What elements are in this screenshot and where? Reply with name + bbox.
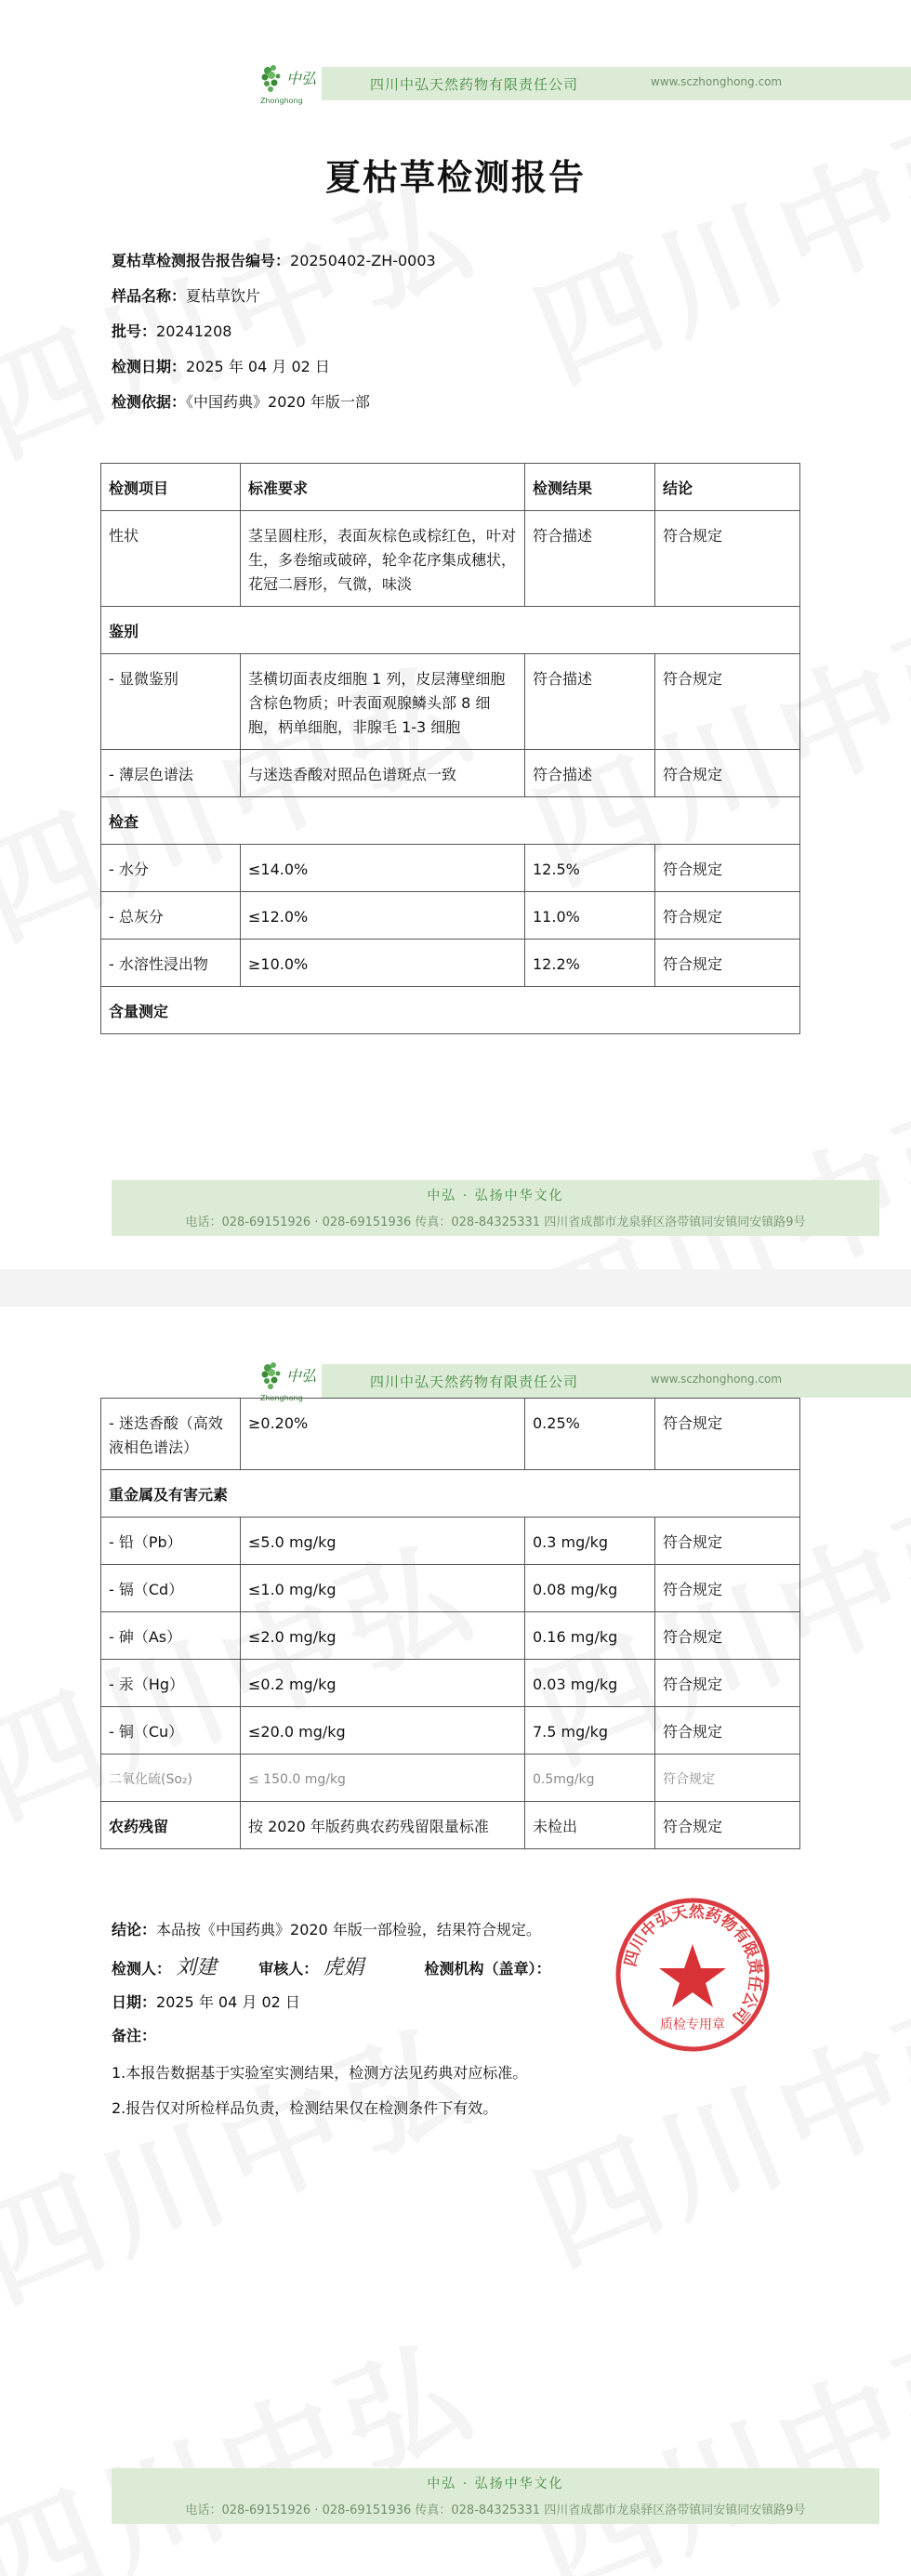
batch-number: 20241208 (156, 322, 232, 340)
report-page-1 (0, 0, 911, 1269)
sample-name-line (112, 284, 260, 306)
cell-std: ≤5.0 mg/kg (241, 1518, 525, 1565)
seal-star-icon (659, 1944, 726, 2007)
cell-result: 0.3 mg/kg (525, 1518, 655, 1565)
cell-conclusion: 符合规定 (655, 845, 800, 892)
batch-line (112, 320, 231, 341)
reviewer-signature: 虎娟 (323, 1956, 364, 1979)
table-row (101, 1660, 800, 1707)
column-header: 检测结果 (525, 464, 655, 511)
cell-item: - 镉（Cd） (101, 1565, 241, 1612)
table-row (101, 654, 800, 750)
logo-subtext: Zhonghong (260, 1394, 303, 1402)
cell-item: 农药残留 (101, 1802, 241, 1849)
cell-std: 与迷迭香酸对照品色谱斑点一致 (241, 750, 525, 797)
official-seal (614, 1896, 772, 2054)
column-header: 检测项目 (101, 464, 241, 511)
table-row (101, 511, 800, 607)
cell-result: 符合描述 (525, 750, 655, 797)
cell-conclusion: 符合规定 (655, 1399, 800, 1470)
notes-heading (112, 2024, 156, 2045)
section-row (101, 1470, 800, 1518)
cell-std: 茎横切面表皮细胞 1 列，皮层薄壁细胞含棕色物质；叶表面观腺鳞头部 8 细胞，柄单细胞，非腺毛 1-3 细胞 (241, 654, 525, 750)
footer-contact: 电话：028-69151926 · 028-69151936 传真：028-84325331 四川省成都市龙泉驿区洛带镇同安镇同安镇路9号 (185, 1216, 806, 1229)
test-basis: 《中国药典》2020 年版一部 (186, 393, 370, 411)
logo-text: 中弘 (286, 70, 317, 87)
seal-ring-text: 四川中弘天然药物有限责任公司 (621, 1902, 765, 2027)
conclusion-text: 本品按《中国药典》2020 年版一部检验，结果符合规定。 (156, 1921, 541, 1939)
table-row (101, 750, 800, 797)
table-row (101, 940, 800, 987)
test-basis-label: 检测依据： (112, 393, 187, 411)
section-title: 鉴别 (101, 607, 800, 654)
table-row (101, 1802, 800, 1849)
sample-label: 样品名称： (112, 287, 187, 305)
cell-item: - 砷（As） (101, 1612, 241, 1660)
results-table (100, 463, 800, 1034)
cell-conclusion: 符合规定 (655, 511, 800, 607)
inspector-signature: 刘建 (176, 1956, 218, 1979)
cell-item: - 显微鉴别 (101, 654, 241, 750)
footer-slogan: 中弘 · 弘扬中华文化 (427, 1189, 564, 1203)
section-row (101, 987, 800, 1034)
cell-std: ≤20.0 mg/kg (241, 1707, 525, 1755)
section-title: 检查 (101, 797, 800, 845)
conclusion-line (112, 1918, 541, 1939)
cell-result: 符合描述 (525, 511, 655, 607)
company-url: www.sczhonghong.com (651, 75, 783, 88)
company-name: 四川中弘天然药物有限责任公司 (370, 76, 579, 93)
column-header: 标准要求 (241, 464, 525, 511)
table-row (101, 1707, 800, 1755)
test-date-label: 检测日期： (112, 358, 187, 375)
logo-subtext: Zhonghong (260, 97, 303, 105)
reviewer-label: 审核人： (258, 1960, 319, 1978)
org-label: 检测机构（盖章）： (424, 1960, 551, 1978)
logo-text: 中弘 (286, 1367, 317, 1385)
report-page-2 (0, 1307, 911, 2576)
inspector-label: 检测人： (112, 1960, 172, 1978)
notes-label: 备注： (112, 2027, 157, 2044)
cell-std: 按 2020 年版药典农药残留限量标准 (241, 1802, 525, 1849)
section-title: 含量测定 (101, 987, 800, 1034)
cell-std: ≤2.0 mg/kg (241, 1612, 525, 1660)
cell-item: - 总灰分 (101, 892, 241, 940)
cell-result: 符合描述 (525, 654, 655, 750)
report-title: 夏枯草检测报告 (324, 157, 586, 198)
cell-conclusion: 符合规定 (655, 1612, 800, 1660)
table-row (101, 845, 800, 892)
cell-std: 茎呈圆柱形，表面灰棕色或棕红色，叶对生，多卷缩或破碎，轮伞花序集成穗状，花冠二唇形，气微，味淡 (241, 511, 525, 607)
watermark (0, 2293, 497, 2576)
company-logo (260, 63, 316, 110)
table-row (101, 1565, 800, 1612)
cell-std: ≤1.0 mg/kg (241, 1565, 525, 1612)
report-number: 20250402-ZH-0003 (290, 252, 436, 269)
cell-std: ≤12.0% (241, 892, 525, 940)
cell-item: - 薄层色谱法 (101, 750, 241, 797)
cell-item: - 水溶性浸出物 (101, 940, 241, 987)
footer-slogan: 中弘 · 弘扬中华文化 (427, 2477, 564, 2491)
letterhead (0, 58, 911, 113)
cell-result: 12.5% (525, 845, 655, 892)
cell-conclusion: 符合规定 (655, 940, 800, 987)
cell-conclusion: 符合规定 (655, 1707, 800, 1755)
table-row (101, 892, 800, 940)
cell-item: - 汞（Hg） (101, 1660, 241, 1707)
cell-conclusion: 符合规定 (655, 1660, 800, 1707)
section-row (101, 797, 800, 845)
section-row (101, 607, 800, 654)
cell-conclusion: 符合规定 (655, 892, 800, 940)
table-row (101, 1612, 800, 1660)
batch-label: 批号： (112, 322, 157, 340)
report-number-line (112, 249, 436, 270)
cell-std: ≥0.20% (241, 1399, 525, 1470)
table-row (101, 1755, 800, 1802)
signature-line (112, 1952, 550, 1980)
note-1: 1.本报告数据基于实验室实测结果，检测方法见药典对应标准。 (112, 2064, 528, 2082)
cell-item: - 水分 (101, 845, 241, 892)
cell-conclusion: 符合规定 (655, 1518, 800, 1565)
cell-std: ≥10.0% (241, 940, 525, 987)
footer-contact: 电话：028-69151926 · 028-69151936 传真：028-84325331 四川省成都市龙泉驿区洛带镇同安镇同安镇路9号 (185, 2504, 806, 2517)
company-url: www.sczhonghong.com (651, 1373, 783, 1386)
results-table-continued (100, 1398, 800, 1849)
conclusion-label: 结论： (112, 1921, 157, 1939)
cell-item: - 迷迭香酸（高效液相色谱法） (101, 1399, 241, 1470)
cell-item: 性状 (101, 511, 241, 607)
test-basis-line (112, 390, 370, 412)
cell-std: ≤ 150.0 mg/kg (241, 1755, 525, 1802)
table-row (101, 1399, 800, 1470)
cell-result: 0.16 mg/kg (525, 1612, 655, 1660)
column-header: 结论 (655, 464, 800, 511)
table-row (101, 1518, 800, 1565)
cell-result: 0.08 mg/kg (525, 1565, 655, 1612)
section-title: 重金属及有害元素 (101, 1470, 800, 1518)
test-date: 2025 年 04 月 02 日 (186, 358, 330, 375)
cell-result: 0.03 mg/kg (525, 1660, 655, 1707)
sign-date: 2025 年 04 月 02 日 (156, 1993, 300, 2011)
cell-result: 11.0% (525, 892, 655, 940)
cell-conclusion: 符合规定 (655, 1802, 800, 1849)
watermark (0, 1978, 497, 2333)
cell-conclusion: 符合规定 (655, 654, 800, 750)
cell-result: 7.5 mg/kg (525, 1707, 655, 1755)
cell-result: 12.2% (525, 940, 655, 987)
cell-item: 二氧化硫(So₂) (101, 1755, 241, 1802)
cell-conclusion: 符合规定 (655, 1755, 800, 1802)
cell-result: 0.25% (525, 1399, 655, 1470)
cell-result: 未检出 (525, 1802, 655, 1849)
company-name: 四川中弘天然药物有限责任公司 (370, 1373, 579, 1390)
report-number-label: 夏枯草检测报告报告编号： (112, 252, 291, 269)
cell-conclusion: 符合规定 (655, 1565, 800, 1612)
table-header-row (101, 464, 800, 511)
sample-name: 夏枯草饮片 (186, 287, 261, 305)
cell-std: ≤14.0% (241, 845, 525, 892)
page-footer (112, 2468, 879, 2524)
note-2: 2.报告仅对所检样品负责，检测结果仅在检测条件下有效。 (112, 2099, 498, 2117)
cell-std: ≤0.2 mg/kg (241, 1660, 525, 1707)
cell-conclusion: 符合规定 (655, 750, 800, 797)
test-date-line (112, 355, 330, 376)
cell-item: - 铅（Pb） (101, 1518, 241, 1565)
page-footer (112, 1180, 879, 1236)
seal-bottom-text: 质检专用章 (660, 2017, 725, 2032)
watermark (507, 2275, 911, 2576)
cell-item: - 铜（Cu） (101, 1707, 241, 1755)
sign-date-line (112, 1991, 300, 2012)
sign-date-label: 日期： (112, 1993, 157, 2011)
cell-result: 0.5mg/kg (525, 1755, 655, 1802)
